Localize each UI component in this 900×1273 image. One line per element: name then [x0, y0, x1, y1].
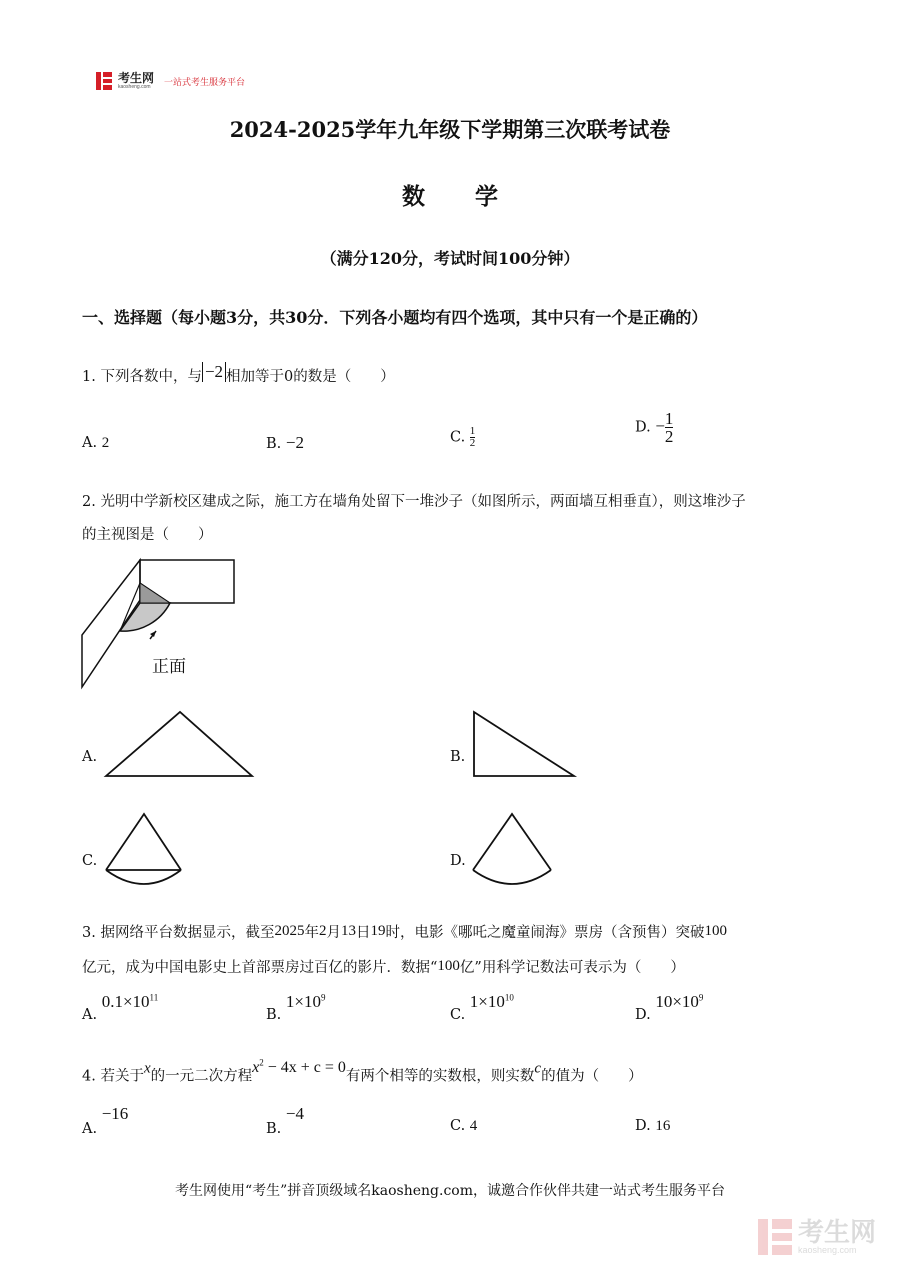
q3-hour: 19: [370, 923, 386, 939]
q3-text-f: 亿元，成为中国电影史上首部票房过百亿的影片．数据“: [82, 960, 438, 976]
q1-option-d-sign: −: [655, 416, 665, 436]
q2-option-d-label[interactable]: D.: [450, 853, 466, 869]
q3-option-c[interactable]: [450, 992, 514, 1023]
q1-option-a[interactable]: [82, 435, 109, 452]
q3-option-a-label: A.: [82, 1007, 98, 1023]
q4-number: 4.: [82, 1068, 96, 1085]
q3-option-b[interactable]: [266, 992, 325, 1023]
question-3: [82, 920, 822, 979]
watermark: [758, 1219, 876, 1255]
q4-var-c: c: [534, 1060, 542, 1077]
brand-domain: kaosheng.com: [118, 84, 151, 90]
exam-subject: 数学: [402, 183, 548, 210]
q3-option-d[interactable]: [635, 992, 703, 1023]
q1-option-b-label: B.: [266, 436, 282, 452]
q3-amount: 100: [704, 923, 727, 939]
q2-number: 2.: [82, 494, 96, 510]
q2-option-d-figure[interactable]: [471, 812, 553, 890]
q4-option-d-value: 16: [655, 1118, 671, 1134]
q1-number: 1.: [82, 369, 96, 385]
q4-text-b: 的一元二次方程: [150, 1068, 253, 1085]
q4-text-d: 的值为（ ）: [541, 1068, 643, 1085]
q1-abs-value: −2: [202, 362, 226, 382]
q4-var-x: x: [143, 1060, 151, 1077]
q2-option-a-label[interactable]: A.: [82, 749, 98, 765]
q3-text-e: 时，电影《哪吒之魔童闹海》票房（含预售）突破: [385, 925, 705, 941]
q3-amount-quote: 100: [437, 958, 460, 974]
q4-option-c-label: C.: [450, 1118, 466, 1134]
exam-title: 2024-2025学年九年级下学期第三次联考试卷: [229, 117, 671, 142]
figure-label-front: 正面: [152, 657, 186, 677]
question-2: [82, 491, 822, 546]
q1-option-d-fraction: [665, 410, 674, 445]
q3-text-g: 亿”用科学记数法可表示为（ ）: [459, 960, 685, 976]
watermark-name: 考生网: [797, 1217, 876, 1247]
q3-option-c-label: C.: [450, 1007, 466, 1023]
q1-option-c-denominator: 2: [469, 437, 476, 449]
q3-text-d: 日: [355, 925, 371, 941]
q1-option-d-numerator: 1: [664, 409, 674, 428]
q1-option-b-value: −2: [285, 433, 304, 452]
q2-option-c-label[interactable]: C.: [82, 853, 98, 869]
q3-option-d-value: $10\times 10^9$: [655, 992, 704, 1011]
q1-text-before: 下列各数中，与: [100, 369, 202, 385]
brand-logo-icon: [96, 72, 112, 90]
q3-month: 2: [318, 923, 327, 939]
q3-year: 2025: [274, 923, 305, 939]
q2-option-a-figure[interactable]: [104, 710, 254, 780]
q3-text-b: 年: [304, 925, 319, 941]
q4-option-a-value: −16: [101, 1104, 129, 1123]
q4-option-a-label: A.: [82, 1121, 98, 1137]
watermark-domain: kaosheng.com: [797, 1245, 857, 1255]
q2-option-c-figure[interactable]: [104, 812, 184, 890]
q4-option-b-value: −4: [285, 1104, 304, 1123]
brand-slogan: 一站式考生服务平台: [164, 76, 246, 87]
brand-text: [118, 72, 154, 90]
q3-option-c-value: $1\times 10^{10}$: [469, 992, 514, 1011]
q1-text-after: 相加等于0的数是（ ）: [226, 369, 395, 385]
q1-option-d-denominator: 2: [664, 427, 674, 446]
q2-option-b-figure[interactable]: [472, 710, 577, 780]
q3-text-c: 月: [326, 925, 341, 941]
q3-option-b-label: B.: [266, 1007, 282, 1023]
q1-option-c-numerator: 1: [469, 425, 476, 437]
q1-option-d[interactable]: [635, 410, 673, 445]
q3-text-a: 据网络平台数据显示，截至: [100, 925, 275, 941]
q4-option-c-value: 4: [469, 1118, 478, 1134]
q1-option-d-label: D.: [635, 419, 651, 436]
q4-option-a[interactable]: [82, 1104, 128, 1137]
q3-option-a[interactable]: [82, 992, 158, 1023]
q1-option-c-fraction: [470, 426, 476, 449]
q1-option-c-label: C.: [450, 429, 466, 446]
q1-option-c[interactable]: [450, 426, 475, 449]
q2-line1: 光明中学新校区建成之际，施工方在墙角处留下一堆沙子（如图所示，两面墙互相垂直），则这堆沙子: [100, 494, 746, 510]
q3-number: 3.: [82, 925, 96, 941]
brand-name: 考生网: [118, 71, 155, 85]
q4-text-c: 有两个相等的实数根，则实数: [345, 1068, 535, 1085]
question-1: [82, 362, 395, 388]
q3-day: 13: [340, 923, 356, 939]
exam-info: （满分120分，考试时间100分钟）: [320, 249, 580, 268]
q1-option-b[interactable]: [266, 433, 304, 453]
q3-option-d-label: D.: [635, 1007, 651, 1023]
q4-option-d-label: D.: [635, 1118, 651, 1134]
page-footer: 考生网使用“考生”拼音顶级域名kaosheng.com，诚邀合作伙伴共建一站式考生服务平台: [174, 1183, 726, 1199]
watermark-logo-icon: [758, 1219, 792, 1255]
q4-option-b-label: B.: [266, 1121, 282, 1137]
question-4: [82, 1052, 822, 1087]
q2-line2: 的主视图是（ ）: [82, 527, 213, 543]
brand-logo: [96, 72, 245, 90]
section-heading: 一、选择题（每小题3分，共30分．下列各小题均有四个选项，其中只有一个是正确的）: [82, 308, 708, 327]
q4-option-b[interactable]: [266, 1104, 304, 1137]
q3-option-a-value: $0.1\times 10^{11}$: [101, 992, 159, 1011]
q3-option-b-value: $1\times 10^9$: [285, 992, 326, 1011]
q4-option-c[interactable]: [450, 1118, 477, 1135]
q2-option-b-label[interactable]: B.: [450, 749, 466, 765]
q4-text-a: 若关于: [100, 1068, 144, 1085]
q1-option-a-label: A.: [82, 435, 98, 451]
q4-option-d[interactable]: [635, 1118, 670, 1135]
q1-option-a-value: 2: [101, 435, 110, 451]
q4-equation: $x^2 - 4x + c = 0$: [252, 1058, 346, 1077]
